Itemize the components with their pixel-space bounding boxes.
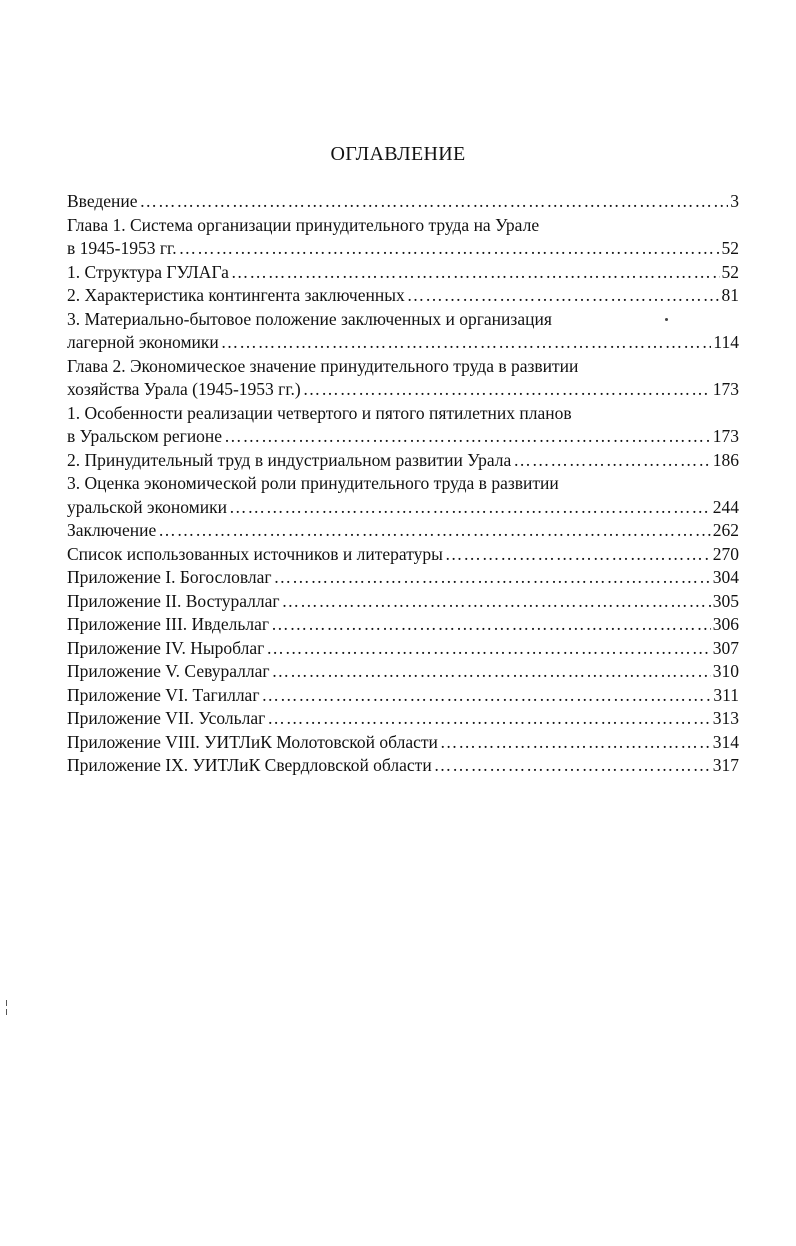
toc-entry-title: 1. Структура ГУЛАГа: [67, 261, 229, 282]
toc-entry: [67, 496, 739, 520]
toc-page-number: 173: [712, 379, 739, 399]
toc-entry-title: уральской экономики: [67, 496, 227, 517]
toc-entry: [67, 190, 739, 214]
toc-page-number: 52: [721, 238, 739, 258]
toc-leader-dots: [434, 754, 711, 778]
toc-entry-title: Приложение VIII. УИТЛиК Молотовской области: [67, 731, 438, 752]
toc-page-number: 270: [712, 543, 739, 564]
toc-entry: [67, 237, 739, 261]
toc-entry: [67, 590, 739, 614]
toc-leader-dots: [282, 590, 711, 614]
toc-entry-title: Список использованных источников и литературы: [67, 543, 443, 564]
toc-entry-title: Приложение I. Богословлаг: [67, 567, 272, 587]
table-of-contents: [67, 190, 739, 778]
toc-entry-title: лагерной экономики: [67, 332, 219, 352]
page-title: ОГЛАВЛЕНИЕ: [330, 143, 466, 165]
toc-entry-title: Глава 2. Экономическое значение принудительного труда в развитии: [67, 355, 579, 376]
toc-entry-title: 3. Оценка экономической роли принудительного труда в развитии: [67, 473, 559, 493]
toc-page-number: 52: [721, 261, 739, 282]
toc-entry: [67, 214, 739, 238]
toc-entry: [67, 613, 739, 637]
toc-leader-dots: [445, 543, 711, 567]
toc-entry: [67, 425, 739, 449]
scan-margin-mark: [6, 1000, 8, 1016]
toc-leader-dots: [140, 190, 729, 214]
toc-entry-title: хозяйства Урала (1945-1953 гг.): [67, 379, 301, 399]
toc-entry: [67, 472, 739, 496]
toc-page-number: 114: [713, 332, 739, 352]
toc-entry-title: Приложение VII. Усольлаг: [67, 708, 266, 728]
toc-leader-dots: [274, 566, 711, 590]
toc-leader-dots: [272, 660, 711, 684]
toc-entry-title: Введение: [67, 191, 138, 211]
toc-entry: [67, 331, 739, 355]
toc-entry-title: 2. Характеристика контингента заключенных: [67, 285, 405, 305]
toc-entry: [67, 543, 739, 567]
toc-leader-dots: [229, 496, 711, 520]
toc-entry: [67, 637, 739, 661]
toc-page-number: 244: [712, 496, 739, 517]
toc-entry: [67, 308, 739, 332]
toc-page-number: 304: [712, 567, 739, 587]
toc-page-number: 186: [712, 449, 739, 470]
toc-entry-title: Глава 1. Система организации принудительного труда на Урале: [67, 214, 540, 235]
toc-leader-dots: [179, 237, 720, 261]
toc-entry: [67, 261, 739, 285]
toc-entry-title: Приложение VI. Тагиллаг: [67, 684, 260, 705]
toc-page-number: 314: [712, 731, 739, 752]
toc-entry: [67, 754, 739, 778]
toc-leader-dots: [271, 613, 711, 637]
toc-page-number: 306: [712, 614, 739, 634]
toc-leader-dots: [407, 284, 720, 308]
toc-page-number: 317: [712, 755, 739, 775]
toc-entry-title: 1. Особенности реализации четвертого и пятого пятилетних планов: [67, 402, 572, 423]
toc-entry-title: Приложение IV. Ныроблаг: [67, 637, 265, 658]
toc-entry-title: 3. Материально-бытовое положение заключенных и организация: [67, 308, 552, 329]
toc-entry: [67, 684, 739, 708]
toc-page-number: 307: [712, 637, 739, 658]
toc-entry: [67, 378, 739, 402]
toc-leader-dots: [158, 519, 711, 543]
toc-entry-title: Приложение V. Севураллаг: [67, 661, 270, 681]
toc-entry-title: 2. Принудительный труд в индустриальном развитии Урала: [67, 449, 512, 470]
toc-page-number: 305: [712, 590, 739, 611]
toc-entry: [67, 355, 739, 379]
toc-leader-dots: [267, 707, 710, 731]
toc-entry: [67, 519, 739, 543]
toc-entry: [67, 660, 739, 684]
toc-page-number: 173: [712, 426, 739, 446]
toc-page-number: 262: [712, 520, 739, 540]
toc-entry-title: Приложение II. Востураллаг: [67, 590, 280, 611]
toc-entry: [67, 707, 739, 731]
toc-entry: [67, 731, 739, 755]
toc-entry-title: Приложение III. Ивдельлаг: [67, 614, 270, 634]
toc-entry: [67, 284, 739, 308]
toc-leader-dots: [513, 449, 710, 473]
toc-page-number: 310: [712, 661, 739, 681]
toc-leader-dots: [221, 331, 712, 355]
toc-leader-dots: [224, 425, 711, 449]
toc-page-number: 3: [730, 191, 739, 211]
toc-leader-dots: [231, 261, 720, 285]
toc-leader-dots: [440, 731, 711, 755]
toc-entry: [67, 449, 739, 473]
toc-entry-title: Заключение: [67, 520, 157, 540]
toc-entry: [67, 566, 739, 590]
toc-entry-title: в Уральском регионе: [67, 426, 223, 446]
toc-leader-dots: [266, 637, 710, 661]
toc-leader-dots: [303, 378, 711, 402]
toc-page-number: 311: [713, 684, 739, 705]
scan-speck: [665, 318, 668, 321]
toc-page-number: 81: [721, 285, 739, 305]
toc-entry: [67, 402, 739, 426]
toc-page-number: 313: [712, 708, 739, 728]
toc-entry-title: Приложение IX. УИТЛиК Свердловской области: [67, 755, 432, 775]
toc-entry-title: в 1945-1953 гг.: [67, 238, 177, 258]
toc-leader-dots: [262, 684, 712, 708]
